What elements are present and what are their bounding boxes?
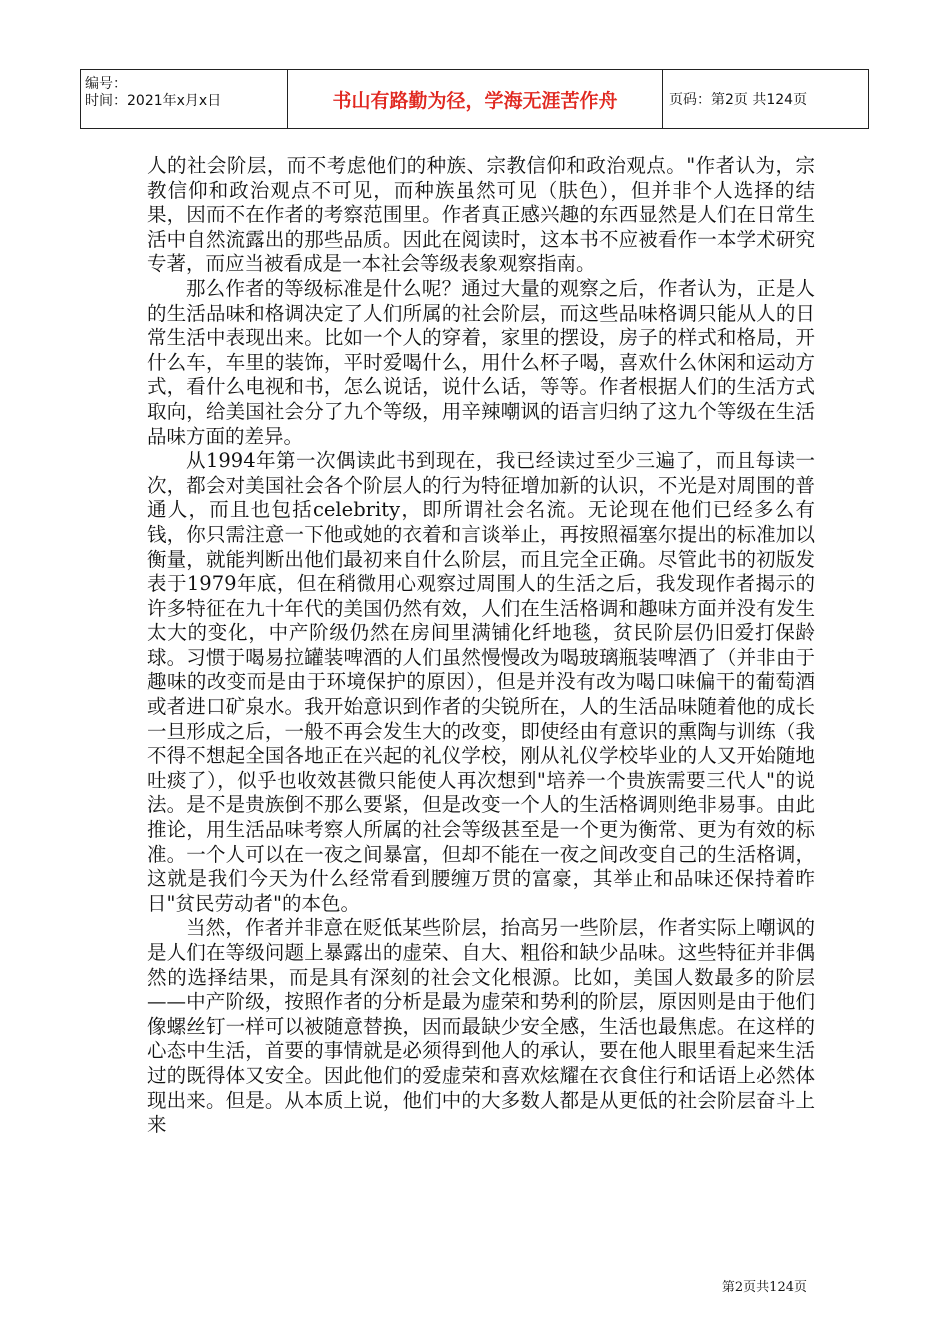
header-page-info: 页码：第2页 共124页 bbox=[663, 70, 869, 129]
document-date: 时间：2021年x月x日 bbox=[85, 93, 222, 109]
page-header bbox=[80, 69, 869, 129]
paragraph: 当然，作者并非意在贬低某些阶层，抬高另一些阶层，作者实际上嘲讽的是人们在等级问题上暴露出的虚荣、自大、粗俗和缺少品味。这些特征并非偶然的选择结果，而是具有深刻的社会文化根源。比如，美国人数最多的阶层——中产阶级，按照作者的分析是最为虚荣和势利的阶层，原因则是由于他们像螺丝钉一样可以被随意替换，因而最缺少安全感，生活也最焦虑。在这样的心态中生活，首要的事情就是必须得到他人的承认，要在他人眼里看起来生活过的既得体又安全。因此他们的爱虚荣和喜欢炫耀在衣食住行和话语上必然体现出来。但是。从本质上说，他们中的大多数人都是从更低的社会阶层奋斗上来 bbox=[147, 916, 815, 1137]
paragraph: 从1994年第一次偶读此书到现在，我已经读过至少三遍了，而且每读一次，都会对美国社会各个阶层人的行为特征增加新的认识，不光是对周围的普通人，而且也包括celebrity，即所谓社会名流。无论现在他们已经多么有钱，你只需注意一下他或她的衣着和言谈举止，再按照福塞尔提出的标准加以衡量，就能判断出他们最初来自什么阶层，而且完全正确。尽管此书的初版发表于1979年底，但在稍微用心观察过周围人的生活之后，我发现作者揭示的许多特征在九十年代的美国仍然有效，人们在生活格调和趣味方面并没有发生太大的变化，中产阶级仍然在房间里满铺化纤地毯，贫民阶层仍旧爱打保龄球。习惯于喝易拉罐装啤酒的人们虽然慢慢改为喝玻璃瓶装啤酒了（并非由于趣味的改变而是由于环境保护的原因），但是并没有改为喝口味偏干的葡萄酒或者进口矿泉水。我开始意识到作者的尖锐所在，人的生活品味随着他的成长一旦形成之后，一般不再会发生大的改变，即使经由有意识的熏陶与训练（我不得不想起全国各地正在兴起的礼仪学校，刚从礼仪学校毕业的人又开始随地吐痰了），似乎也收效甚微只能使人再次想到"培养一个贵族需要三代人"的说法。是不是贵族倒不那么要紧，但是改变一个人的生活格调则绝非易事。由此推论，用生活品味考察人所属的社会等级甚至是一个更为衡常、更为有效的标准。一个人可以在一夜之间暴富，但却不能在一夜之间改变自己的生活格调，这就是我们今天为什么经常看到腰缠万贯的富豪，其举止和品味还保持着昨日"贫民劳动者"的本色。 bbox=[147, 449, 815, 915]
paragraph: 那么作者的等级标准是什么呢？通过大量的观察之后，作者认为，正是人的生活品味和格调决定了人们所属的社会阶层，而这些品味格调只能从人的日常生活中表现出来。比如一个人的穿着，家里的摆设，房子的样式和格局，开什么车，车里的装饰，平时爱喝什么，用什么杯子喝，喜欢什么休闲和运动方式，看什么电视和书，怎么说话，说什么话，等等。作者根据人们的生活方式取向，给美国社会分了九个等级，用辛辣嘲讽的语言归纳了这九个等级在生活品味方面的差异。 bbox=[147, 276, 815, 448]
header-motto: 书山有路勤为径，学海无涯苦作舟 bbox=[288, 70, 663, 129]
document-number: 编号： bbox=[85, 76, 127, 92]
header-meta bbox=[81, 70, 288, 129]
document-body bbox=[147, 154, 815, 1138]
paragraph: 人的社会阶层，而不考虑他们的种族、宗教信仰和政治观点。"作者认为，宗教信仰和政治观点不可见，而种族虽然可见（肤色），但并非个人选择的结果，因而不在作者的考察范围里。作者真正感兴趣的东西显然是人们在日常生活中自然流露出的那些品质。因此在阅读时，这本书不应被看作一本学术研究专著，而应当被看成是一本社会等级表象观察指南。 bbox=[147, 154, 815, 276]
page-footer: 第2页共124页 bbox=[721, 1280, 807, 1295]
